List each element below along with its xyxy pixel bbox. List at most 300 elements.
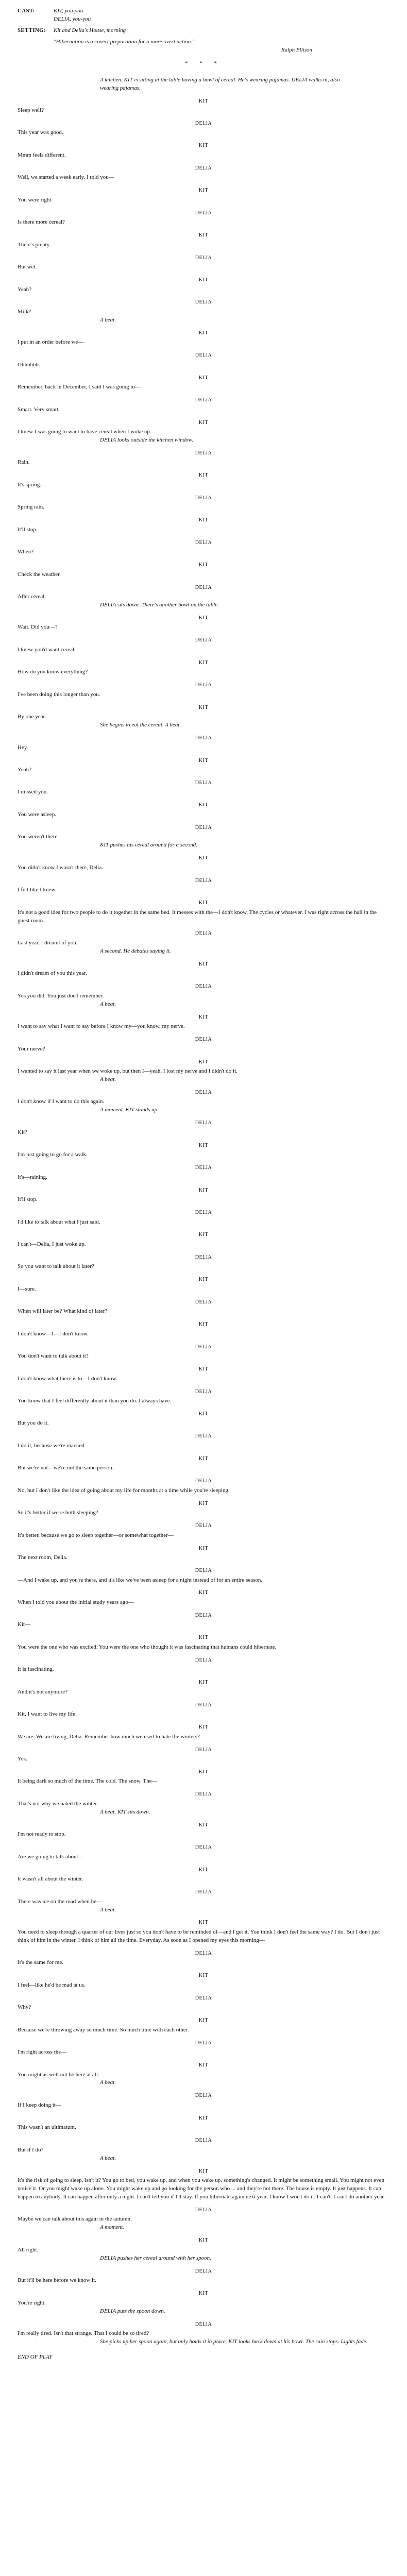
speech-text: That's not why we hated the winter. xyxy=(18,1800,98,1807)
speech-text: Your nerve? xyxy=(18,1045,45,1052)
dialogue-line xyxy=(18,397,389,414)
speech-text: You're right. xyxy=(18,2299,46,2306)
dialogue-line xyxy=(18,1411,389,1428)
dialogue-line xyxy=(18,802,389,819)
speech-text: Maybe we can talk about this again in the autumn. xyxy=(18,2216,132,2223)
speaker-name: KIT xyxy=(198,1232,209,1238)
setting-row xyxy=(18,27,389,35)
speech-text: Because we're throwing away so much time. So much time with each other. xyxy=(18,2026,189,2033)
dialogue-line xyxy=(18,1724,389,1741)
speaker-name: KIT xyxy=(198,1014,209,1020)
dialogue-line xyxy=(18,1889,389,1914)
end-of-play: END OF PLAY xyxy=(18,2353,53,2360)
stage-direction: A beat. xyxy=(100,1001,116,1007)
dialogue-line xyxy=(18,1972,389,1989)
speech-text: I didn't dream of you this year. xyxy=(18,970,87,977)
dialogue-line xyxy=(18,2115,389,2132)
speech-text: It's the risk of going to sleep, isn't it? You go to bed, you wake up, and when you wake up, something's changed. It might be something small. You might not even notice it. Or you might wake up alone. You might wake up and go looking for the person who ... and they're not there. The house is empty. It just happens. It can happen to anybody. It can happen after only a night. I can't tell you if I'll stay. If you hibernate again next year, I know I won't do it. I can't. I can't do another year. xyxy=(18,2177,385,2200)
speech-text: I don't know—I—I don't know. xyxy=(18,1330,89,1337)
dialogue-line xyxy=(18,961,389,978)
dialogue-line xyxy=(18,1867,389,1884)
speaker-name: DELIA xyxy=(195,450,212,456)
speaker-name: DELIA xyxy=(195,352,212,359)
dialogue-line xyxy=(18,1231,389,1248)
stage-direction: DELIA pushes her cereal around with her spoon. xyxy=(100,2255,211,2261)
speaker-name: KIT xyxy=(198,232,209,239)
speaker-name: DELIA xyxy=(195,1995,212,2001)
speaker-name: KIT xyxy=(198,1366,209,1372)
stage-direction: DELIA looks outside the kitchen window. xyxy=(100,437,194,443)
speaker-name: DELIA xyxy=(195,1657,212,1663)
speaker-name: KIT xyxy=(198,1635,209,1641)
stage-direction: KIT pushes his cereal around for a second. xyxy=(100,842,198,849)
dialogue-line xyxy=(18,232,389,249)
stage-direction: A moment. xyxy=(100,2224,124,2231)
dialogue-line xyxy=(18,2290,389,2315)
dialogue-line xyxy=(18,1120,389,1137)
speaker-name: DELIA xyxy=(195,1388,212,1395)
speech-text: When I told you about the initial study years ago— xyxy=(18,1599,134,1605)
speaker-name: DELIA xyxy=(195,1120,212,1126)
speaker-name: DELIA xyxy=(195,930,212,937)
dialogue-line xyxy=(18,165,389,182)
speech-text: Spring rain. xyxy=(18,504,44,511)
speech-text: By one year. xyxy=(18,714,46,720)
dialogue-line xyxy=(18,1014,389,1031)
speech-text: It's better, because we go to sleep together—or somewhat together— xyxy=(18,1532,174,1538)
speaker-name: DELIA xyxy=(195,1568,212,1573)
speaker-name: KIT xyxy=(198,961,209,967)
speech-text: Smart. Very smart. xyxy=(18,406,60,413)
speaker-name: DELIA xyxy=(195,682,212,688)
speaker-name: DELIA xyxy=(195,1254,212,1260)
speaker-name: KIT xyxy=(198,1680,209,1686)
speaker-name: DELIA xyxy=(195,539,212,546)
speaker-name: KIT xyxy=(198,2238,209,2244)
speaker-name: KIT xyxy=(198,143,209,149)
speech-text: —And I wake up, and you're there, and it's like we've been asleep for a night instead of for an entire season. xyxy=(18,1577,263,1583)
speech-text: I put in an order before we— xyxy=(18,339,84,346)
speaker-name: KIT xyxy=(198,1590,209,1596)
speech-text: I knew I was going to want to have cereal when I woke up. xyxy=(18,429,151,435)
speaker-name: KIT xyxy=(198,659,209,666)
speaker-name: KIT xyxy=(198,900,209,906)
speech-text: Sleep well? xyxy=(18,107,44,113)
dialogue-line xyxy=(18,1919,389,1944)
speaker-name: DELIA xyxy=(195,1889,212,1895)
speaker-name: DELIA xyxy=(195,397,212,403)
speaker-name: KIT xyxy=(198,1920,209,1926)
speaker-name: DELIA xyxy=(195,1433,212,1439)
speaker-name: DELIA xyxy=(195,1844,212,1851)
stage-direction: A beat. xyxy=(100,2155,116,2161)
dialogue xyxy=(18,98,389,2346)
cast-value: KIT, you-you DELIA, you-you xyxy=(54,8,91,22)
speech-text: Yeah? xyxy=(18,286,31,293)
dialogue-line xyxy=(18,824,389,850)
speaker-name: KIT xyxy=(198,330,209,336)
speaker-name: DELIA xyxy=(195,2321,212,2327)
speaker-name: KIT xyxy=(198,757,209,764)
speech-text: It's not a good idea for two people to do it together in the same bed. It messes with the—I don't know. The cycles or whatever. I was right across the hall in the guest room. xyxy=(18,909,377,924)
speech-text: I do it, because we're married. xyxy=(18,1442,86,1449)
speech-text: I—sure. xyxy=(18,1285,36,1292)
speech-text: I don't know if I want to do this again. xyxy=(18,1098,105,1105)
dialogue-line xyxy=(18,2321,389,2346)
dialogue-line xyxy=(18,704,389,730)
dialogue-line xyxy=(18,2137,389,2162)
speaker-name: DELIA xyxy=(195,637,212,643)
dialogue-line xyxy=(18,2207,389,2232)
dialogue-line xyxy=(18,2237,389,2262)
dialogue-line xyxy=(18,1679,389,1696)
speech-text: I wanted to say it last year when we woke up, but then I—yeah, I lost my nerve and I didn't do it. xyxy=(18,1068,238,1074)
front-matter xyxy=(18,7,389,93)
section-break: * * * xyxy=(185,60,222,66)
speech-text: You didn't know I wasn't there, Delia. xyxy=(18,864,103,871)
speaker-name: DELIA xyxy=(195,1791,212,1798)
speaker-name: KIT xyxy=(198,802,209,808)
stage-direction: A second. He debates saying it. xyxy=(100,947,171,954)
speaker-name: KIT xyxy=(198,2168,209,2174)
dialogue-line xyxy=(18,1769,389,1786)
dialogue-line xyxy=(18,735,389,752)
speaker-name: DELIA xyxy=(195,1037,212,1043)
speaker-name: KIT xyxy=(198,562,209,568)
speaker-name: DELIA xyxy=(195,2207,212,2213)
speech-text: This year was good. xyxy=(18,129,63,136)
stage-direction: DELIA sits down. There's another bowl on the table. xyxy=(100,602,219,608)
speech-text: Rain. xyxy=(18,459,30,466)
setting-value: Kit and Delia's House, morning xyxy=(54,27,126,33)
speech-text: Well, we started a week early. I told you— xyxy=(18,174,114,181)
speaker-name: KIT xyxy=(198,2018,209,2024)
dialogue-line xyxy=(18,2092,389,2109)
dialogue-line xyxy=(18,1478,389,1495)
dialogue-line xyxy=(18,472,389,489)
speech-text: Hey. xyxy=(18,744,28,751)
dialogue-line xyxy=(18,584,389,609)
speaker-name: KIT xyxy=(198,517,209,523)
speaker-name: DELIA xyxy=(195,2093,212,2099)
speech-text: You don't want to talk about it? xyxy=(18,1353,89,1360)
speaker-name: KIT xyxy=(198,1545,209,1551)
speech-text: I feel—like he'd be mad at us. xyxy=(18,1981,86,1988)
speaker-name: DELIA xyxy=(195,1702,212,1708)
dialogue-line xyxy=(18,1747,389,1764)
speech-text: I knew you'd want cereal. xyxy=(18,646,76,653)
speech-text: When will later be? What kind of later? xyxy=(18,1308,108,1315)
speaker-name: DELIA xyxy=(195,735,212,741)
dialogue-line xyxy=(18,1276,389,1293)
dialogue-line xyxy=(18,637,389,654)
speaker-name: DELIA xyxy=(195,584,212,590)
speech-text: Last year, I dreamt of you. xyxy=(18,939,78,946)
speech-text: But you do it. xyxy=(18,1420,49,1427)
dialogue-line xyxy=(18,1545,389,1562)
speech-text: There was ice on the road when he— xyxy=(18,1898,103,1905)
dialogue-line xyxy=(18,1164,389,1181)
dialogue-line xyxy=(18,419,389,445)
dialogue-line xyxy=(18,1366,389,1383)
dialogue-line xyxy=(18,98,389,115)
speech-text: Yeah? xyxy=(18,767,31,773)
cast-row xyxy=(18,7,389,24)
speaker-name: KIT xyxy=(198,277,209,283)
speaker-name: DELIA xyxy=(195,120,212,126)
speech-text: I'm really tired. Isn't that strange. That I could be so tired? xyxy=(18,2330,149,2336)
dialogue-line xyxy=(18,1344,389,1361)
cast-label: CAST: xyxy=(18,8,35,14)
dialogue-line xyxy=(18,2062,389,2087)
dialogue-line xyxy=(18,930,389,955)
dialogue-line xyxy=(18,1254,389,1271)
speaker-name: KIT xyxy=(198,1321,209,1328)
speech-text: No, but I don't like the idea of going about my life for months at a time while you're sleeping. xyxy=(18,1487,230,1494)
speaker-name: DELIA xyxy=(195,2268,212,2274)
speaker-name: KIT xyxy=(198,375,209,381)
stage-direction: A beat. KIT sits down. xyxy=(100,1808,150,1815)
speaker-name: DELIA xyxy=(195,255,212,261)
stage-direction: She begins to eat the cereal. A beat. xyxy=(100,722,181,728)
dialogue-line xyxy=(18,1702,389,1719)
speech-text: I can't—Delia, I just woke up. xyxy=(18,1241,86,1247)
speaker-name: KIT xyxy=(198,1455,209,1462)
speaker-name: DELIA xyxy=(195,299,212,306)
speech-text: After cereal. xyxy=(18,594,46,600)
speaker-name: KIT xyxy=(198,2291,209,2297)
speaker-name: DELIA xyxy=(195,1165,212,1171)
speaker-name: DELIA xyxy=(195,824,212,831)
speaker-name: KIT xyxy=(198,1724,209,1731)
dialogue-line xyxy=(18,1844,389,1861)
speaker-name: DELIA xyxy=(195,2138,212,2144)
speech-text: Kit, I want to live my life. xyxy=(18,1711,77,1718)
speaker-name: KIT xyxy=(198,1822,209,1828)
speaker-name: DELIA xyxy=(195,1523,212,1529)
dialogue-line xyxy=(18,1567,389,1584)
speech-text: I'd like to talk about what I just said. xyxy=(18,1218,100,1225)
speech-text: You were asleep. xyxy=(18,811,56,818)
dialogue-line xyxy=(18,1321,389,1338)
dialogue-line xyxy=(18,1634,389,1651)
speaker-name: DELIA xyxy=(195,1299,212,1305)
dialogue-line xyxy=(18,1657,389,1674)
speech-text: It's spring. xyxy=(18,481,41,488)
speech-text: It being dark so much of the time. The cold. The snow. The— xyxy=(18,1778,158,1785)
dialogue-line xyxy=(18,450,389,467)
speaker-name: KIT xyxy=(198,704,209,710)
dialogue-line xyxy=(18,539,389,556)
epigraph xyxy=(54,38,389,55)
dialogue-line xyxy=(18,877,389,894)
speech-text: Check the weather. xyxy=(18,571,61,578)
speech-text: I'm right across the— xyxy=(18,2049,67,2056)
speech-text: But we're not—we're not the same person. xyxy=(18,1465,114,1471)
dialogue-line xyxy=(18,562,389,579)
dialogue-line xyxy=(18,495,389,512)
dialogue-line xyxy=(18,1589,389,1606)
dialogue-line xyxy=(18,659,389,676)
dialogue-line xyxy=(18,983,389,1008)
speech-text: Is there more cereal? xyxy=(18,219,65,226)
speech-text: I missed you. xyxy=(18,789,48,795)
stage-direction: A beat. xyxy=(100,316,116,323)
speaker-name: DELIA xyxy=(195,165,212,171)
speech-text: I don't know what there is to—I don't know. xyxy=(18,1375,117,1382)
speech-text: You know that I feel differently about it than you do. I always have. xyxy=(18,1398,172,1404)
speaker-name: DELIA xyxy=(195,1344,212,1350)
speech-text: Kit? xyxy=(18,1129,27,1136)
dialogue-line xyxy=(18,1089,389,1114)
dialogue-line xyxy=(18,2168,389,2201)
speech-text: All right. xyxy=(18,2246,39,2253)
speech-text: So you want to talk about it later? xyxy=(18,1263,94,1270)
dialogue-line xyxy=(18,1950,389,1967)
dialogue-line xyxy=(18,1299,389,1316)
dialogue-line xyxy=(18,757,389,774)
speech-text: I'm not ready to stop. xyxy=(18,1831,66,1838)
speaker-name: DELIA xyxy=(195,1089,212,1095)
speech-text: Kit— xyxy=(18,1621,31,1628)
dialogue-line xyxy=(18,1142,389,1159)
stage-direction: DELIA puts the spoon down. xyxy=(100,2308,165,2314)
dialogue-line xyxy=(18,255,389,272)
opening-stage-direction: A kitchen. KIT is sitting at the table having a bowl of cereal. He's wearing pajamas. DELIA walks in, also wearing pajamas. xyxy=(100,76,340,91)
dialogue-line xyxy=(18,1209,389,1226)
speaker-name: KIT xyxy=(198,1277,209,1283)
dialogue-line xyxy=(18,517,389,534)
speech-text: Why? xyxy=(18,2004,31,2011)
dialogue-line xyxy=(18,187,389,204)
dialogue-line xyxy=(18,1187,389,1204)
speech-text: Remember, back in December, I said I was going to— xyxy=(18,384,141,391)
speech-text: Mmm feels different. xyxy=(18,151,66,158)
dialogue-line xyxy=(18,1791,389,1816)
stage-direction: A beat. xyxy=(100,1076,116,1082)
speech-text: So it's better if we're both sleeping? xyxy=(18,1510,98,1516)
speech-text: The next room, Delia. xyxy=(18,1554,67,1561)
speaker-name: DELIA xyxy=(195,779,212,786)
speaker-name: KIT xyxy=(198,188,209,194)
speech-text: How do you know everything? xyxy=(18,669,88,675)
speech-text: I felt like I knew. xyxy=(18,887,57,893)
dialogue-line xyxy=(18,615,389,632)
speaker-name: DELIA xyxy=(195,984,212,990)
speaker-name: DELIA xyxy=(195,877,212,884)
dialogue-line xyxy=(18,142,389,159)
speaker-name: KIT xyxy=(198,1973,209,1979)
dialogue-line xyxy=(18,299,389,324)
dialogue-line xyxy=(18,210,389,227)
speaker-name: KIT xyxy=(198,855,209,861)
speech-text: You were right. xyxy=(18,196,53,203)
speaker-name: KIT xyxy=(198,2062,209,2068)
dialogue-line xyxy=(18,1059,389,1084)
speaker-name: KIT xyxy=(198,2115,209,2121)
dialogue-line xyxy=(18,1455,389,1472)
dialogue-line xyxy=(18,1433,389,1450)
speaker-name: DELIA xyxy=(195,1950,212,1956)
dialogue-line xyxy=(18,277,389,294)
stage-direction: She picks up her spoon again, but only holds it in place. KIT looks back down at his bowl. The rain stops. Lights fade. xyxy=(100,2338,368,2345)
stage-direction: A beat. xyxy=(100,2079,116,2086)
setting-label: SETTING: xyxy=(18,27,46,33)
speech-text: But if I do? xyxy=(18,2146,44,2153)
dialogue-line xyxy=(18,375,389,392)
speech-text: You were the one who was excited. You were the one who thought it was fascinating that humans could hibernate. xyxy=(18,1643,277,1650)
speaker-name: KIT xyxy=(198,419,209,426)
speaker-name: DELIA xyxy=(195,210,212,216)
dialogue-line xyxy=(18,1388,389,1405)
dialogue-line xyxy=(18,2268,389,2285)
speech-text: Yes. xyxy=(18,1756,27,1762)
speaker-name: KIT xyxy=(198,1187,209,1193)
dialogue-line xyxy=(18,1995,389,2012)
speech-text: It wasn't all about the winter. xyxy=(18,1876,83,1883)
speech-text: Wait. Did you—? xyxy=(18,624,58,631)
dialogue-line xyxy=(18,1522,389,1539)
speech-text: You need to sleep through a quarter of our lives just so you don't have to be reminded of—and I get it. You think I don't feel the same way? I do. But I don't just think of him in the winter. I think of him all the time. Everyday. As soon as I opened my eyes this morning— xyxy=(18,1928,380,1943)
dialogue-line xyxy=(18,900,389,925)
speech-text: It'll stop. xyxy=(18,526,38,533)
speech-text: And it's not anymore? xyxy=(18,1688,67,1695)
speech-text: If I keep doing it— xyxy=(18,2102,61,2108)
dialogue-line xyxy=(18,779,389,796)
stage-direction: A beat. xyxy=(100,1906,116,1913)
speech-text: Are we going to talk about— xyxy=(18,1853,84,1860)
speech-text: Milk? xyxy=(18,308,31,315)
speech-text: Ohhhhhh. xyxy=(18,361,40,368)
speech-text: It's—raining. xyxy=(18,1174,47,1180)
speaker-name: KIT xyxy=(198,615,209,621)
speaker-name: KIT xyxy=(198,1411,209,1417)
speaker-name: KIT xyxy=(198,472,209,479)
speaker-name: KIT xyxy=(198,1769,209,1775)
dialogue-line xyxy=(18,120,389,137)
epigraph-attribution: Ralph Ellison xyxy=(281,46,312,53)
dialogue-line xyxy=(18,2040,389,2057)
speech-text: I'm just going to go for a walk. xyxy=(18,1151,88,1158)
speaker-name: KIT xyxy=(198,1142,209,1148)
dialogue-line xyxy=(18,352,389,369)
speaker-name: DELIA xyxy=(195,1210,212,1215)
speech-text: But it'll be here before we know it. xyxy=(18,2277,96,2284)
speech-text: There's plenty. xyxy=(18,241,51,248)
speech-text: We are. We are living, Delia. Remember how much we used to hate the winters? xyxy=(18,1733,200,1740)
dialogue-line xyxy=(18,682,389,699)
speaker-name: DELIA xyxy=(195,495,212,501)
speech-text: When? xyxy=(18,549,34,555)
speech-text: You might as well not be here at all. xyxy=(18,2071,99,2078)
dialogue-line xyxy=(18,330,389,347)
speaker-name: DELIA xyxy=(195,2040,212,2046)
speech-text: It'll stop. xyxy=(18,1196,38,1203)
speech-text: Yes you did. You just don't remember. xyxy=(18,992,104,999)
speech-text: You weren't there. xyxy=(18,834,59,840)
speaker-name: KIT xyxy=(198,1059,209,1065)
speech-text: But wet. xyxy=(18,264,37,270)
dialogue-line xyxy=(18,855,389,872)
speech-text: I want to say what I want to say before I know my—you know, my nerve. xyxy=(18,1023,185,1030)
speech-text: It is fascinating. xyxy=(18,1666,54,1673)
dialogue-line xyxy=(18,1036,389,1053)
speech-text: This wasn't an ultimatum. xyxy=(18,2124,76,2131)
stage-direction: A moment. KIT stands up. xyxy=(100,1107,159,1113)
speech-text: It's the same for me. xyxy=(18,1959,64,1966)
dialogue-line xyxy=(18,1612,389,1629)
speech-text: I've been doing this longer than you. xyxy=(18,691,100,698)
